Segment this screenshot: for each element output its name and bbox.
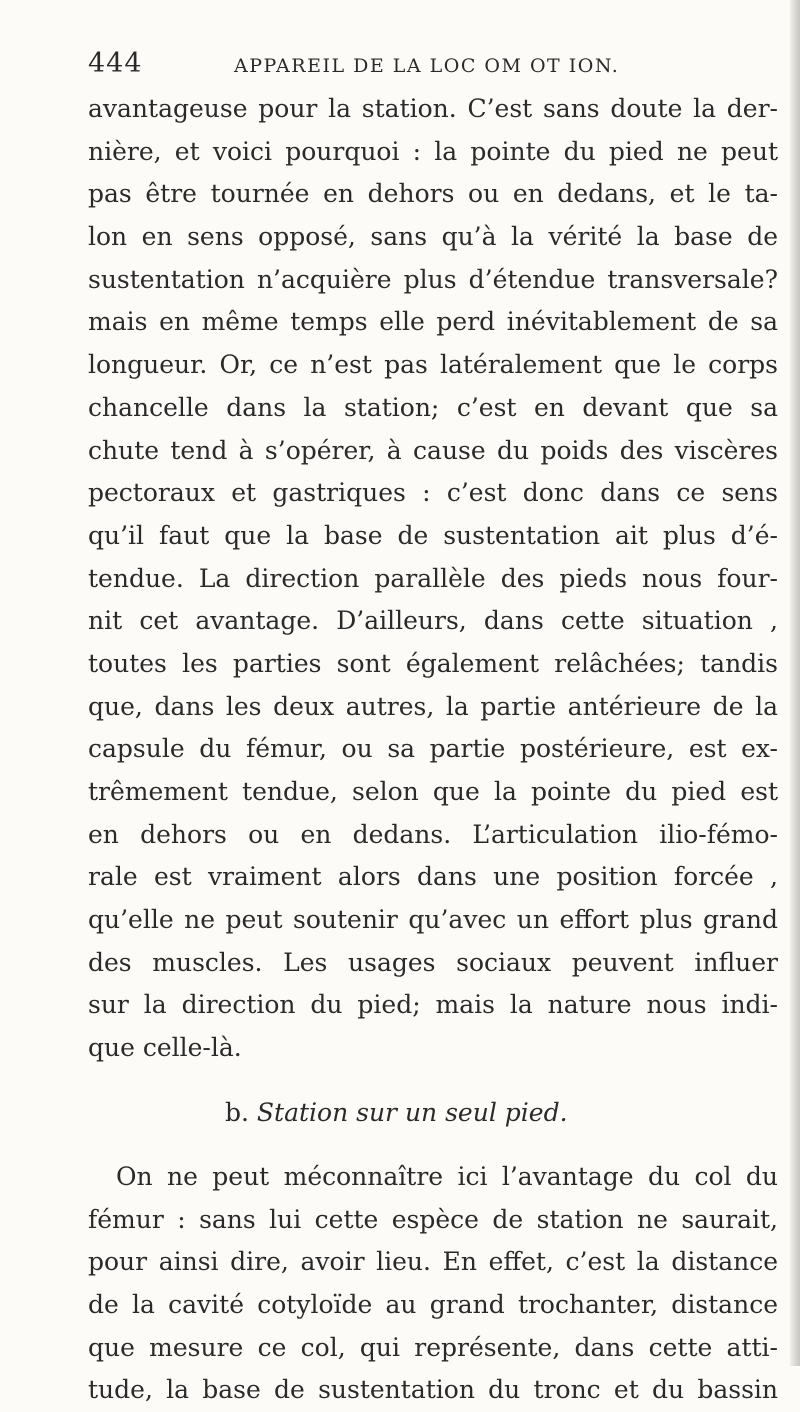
text-line: que mesure ce col, qui représente, dans cette atti-	[88, 1332, 778, 1362]
text-line: chute tend à s’opérer, à cause du poids des viscères	[88, 435, 778, 465]
running-title: APPAREIL DE LA LOC OM OT ION.	[234, 55, 620, 77]
text-line: mais en même temps elle perd inévitablement de sa	[88, 307, 778, 337]
text-line: qu’il faut que la base de sustentation ait plus d’é-	[88, 520, 778, 550]
text-line: pour ainsi dire, avoir lieu. En effet, c’est la distance	[88, 1247, 778, 1277]
text-line: avantageuse pour la station. C’est sans doute la der-	[88, 94, 778, 123]
text-line: nière, et voici pourquoi : la pointe du pied ne peut	[88, 136, 778, 166]
page-number: 444	[88, 48, 143, 79]
text-line: fémur : sans lui cette espèce de station ne saurait,	[88, 1204, 778, 1234]
text-line: en dehors ou en dedans. L’articulation ilio-fémo-	[88, 819, 778, 849]
text-line: trêmement tendue, selon que la pointe du pied est	[88, 777, 778, 806]
text-line: qu’elle ne peut soutenir qu’avec un effort plus grand	[88, 905, 778, 935]
book-page	[88, 48, 778, 1412]
text-line: rale est vraiment alors dans une position forcée ,	[88, 862, 778, 892]
text-line: On ne peut méconnaître ici l’avantage du col du	[116, 1161, 778, 1191]
text-line: tude, la base de sustentation du tronc et du bassin	[88, 1375, 778, 1405]
text-line: lon en sens opposé, sans qu’à la vérité la base de	[88, 222, 778, 252]
text-line: toutes les parties sont également relâchées; tandis	[88, 648, 778, 678]
text-line: nit cet avantage. D’ailleurs, dans cette situation ,	[88, 606, 778, 636]
running-head	[88, 48, 778, 88]
text-line: des muscles. Les usages sociaux peuvent influer	[88, 947, 778, 977]
text-line: longueur. Or, ce n’est pas latéralement que le corps	[88, 350, 778, 380]
section-title: Station sur un seul pied.	[256, 1097, 568, 1127]
text-line: pectoraux et gastriques : c’est donc dans ce sens	[88, 478, 778, 508]
text-line: sustentation n’acquière plus d’étendue transversale?	[88, 264, 778, 294]
text-line: capsule du fémur, ou sa partie postérieure, est ex-	[88, 734, 778, 764]
text-line: de la cavité cotyloïde au grand trochanter, distance	[88, 1289, 778, 1319]
paragraph-1	[88, 88, 778, 1070]
page-edge-shadow	[790, 0, 800, 1366]
text-line: que, dans les deux autres, la partie antérieure de la	[88, 691, 778, 721]
section-heading	[88, 1070, 778, 1156]
text-line: pas être tournée en dehors ou en dedans, et le ta-	[88, 179, 778, 209]
paragraph-2	[88, 1156, 778, 1412]
text-line: chancelle dans la station; c’est en devant que sa	[88, 392, 778, 422]
section-label: b.	[225, 1097, 249, 1127]
text-line: tendue. La direction parallèle des pieds nous four-	[88, 563, 778, 593]
text-line: sur la direction du pied; mais la nature nous indi-	[88, 990, 778, 1020]
text-line: que celle-là.	[88, 1033, 242, 1063]
